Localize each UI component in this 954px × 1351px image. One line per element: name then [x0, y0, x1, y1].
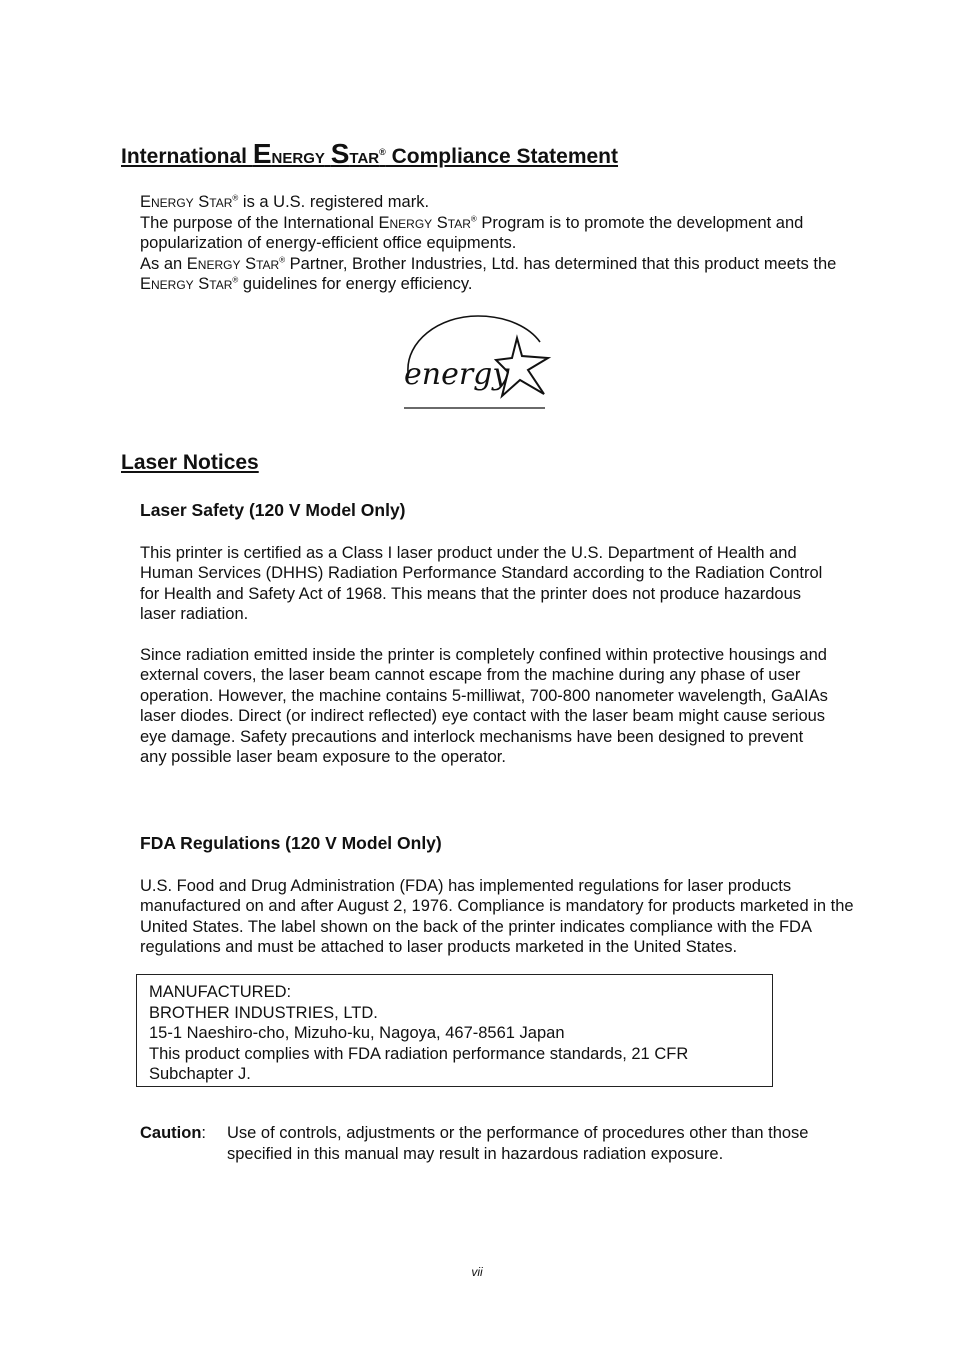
energy-star-intro — [140, 192, 880, 295]
caution-label: Caution: — [140, 1124, 207, 1142]
page-number: vii — [471, 1265, 483, 1279]
laser-safety-para-2: Since radiation emitted inside the printer is completely confined within protective housings and external covers, the laser beam cannot escape from the machine during any phase of user operation. However, the machine contains 5-milliwat, 700-800 nanometer wavelength, GaAIAs laser diodes. Direct (or indirect reflected) eye contact with the laser beam might cause serious eye damage. Safety precautions and interlock mechanisms have been designed to prevent any possible laser beam exposure to the operator. — [140, 646, 828, 767]
label-line: 15-1 Naeshiro-cho, Mizuho-ku, Nagoya, 467-8561 Japan — [149, 1024, 565, 1042]
label-line: Subchapter J. — [149, 1065, 251, 1083]
label-line: This product complies with FDA radiation performance standards, 21 CFR — [149, 1044, 689, 1063]
heading-laser-notices: Laser Notices — [121, 451, 259, 474]
label-line: BROTHER INDUSTRIES, LTD. — [149, 1003, 378, 1022]
fda-label-box — [136, 974, 773, 1087]
heading-laser-safety: Laser Safety (120 V Model Only) — [140, 500, 406, 520]
energy-intro-line-1: Energy Star® is a U.S. registered mark. — [140, 193, 430, 211]
fda-para: U.S. Food and Drug Administration (FDA) has implemented regulations for laser products manufactured on and after August 2, 1976. Compliance is mandatory for products marketed in the United States. The label shown on the back of the printer indicates compliance with the FDA regulations and must be attached to laser products marketed in the United States. — [140, 877, 854, 957]
energy-intro-line-3: As an Energy Star® Partner, Brother Industries, Ltd. has determined that this product meets the Energy Star® guidelines for energy efficiency. — [140, 254, 837, 293]
label-line: MANUFACTURED: — [149, 983, 292, 1001]
star-icon — [496, 338, 548, 396]
heading-fda-regulations: FDA Regulations (120 V Model Only) — [140, 833, 442, 853]
laser-safety-para-1: This printer is certified as a Class I laser product under the U.S. Department of Health and Human Services (DHHS) Radiation Performance Standard according to the Radiation Control for Health and Safety Act of 1968. This means that the printer does not produce hazardous laser radiation. — [140, 544, 823, 624]
energy-intro-line-2: The purpose of the International Energy Star® Program is to promote the development and popularization of energy-efficient office equipments. — [140, 213, 804, 252]
caution-text: Use of controls, adjustments or the performance of procedures other than those specified in this manual may result in hazardous radiation exposure. — [227, 1124, 809, 1163]
heading-energy-star-compliance: International Energy Star® Compliance Statement — [121, 138, 619, 169]
logo-script-text: energy — [404, 357, 510, 392]
energy-star-logo — [398, 312, 556, 412]
